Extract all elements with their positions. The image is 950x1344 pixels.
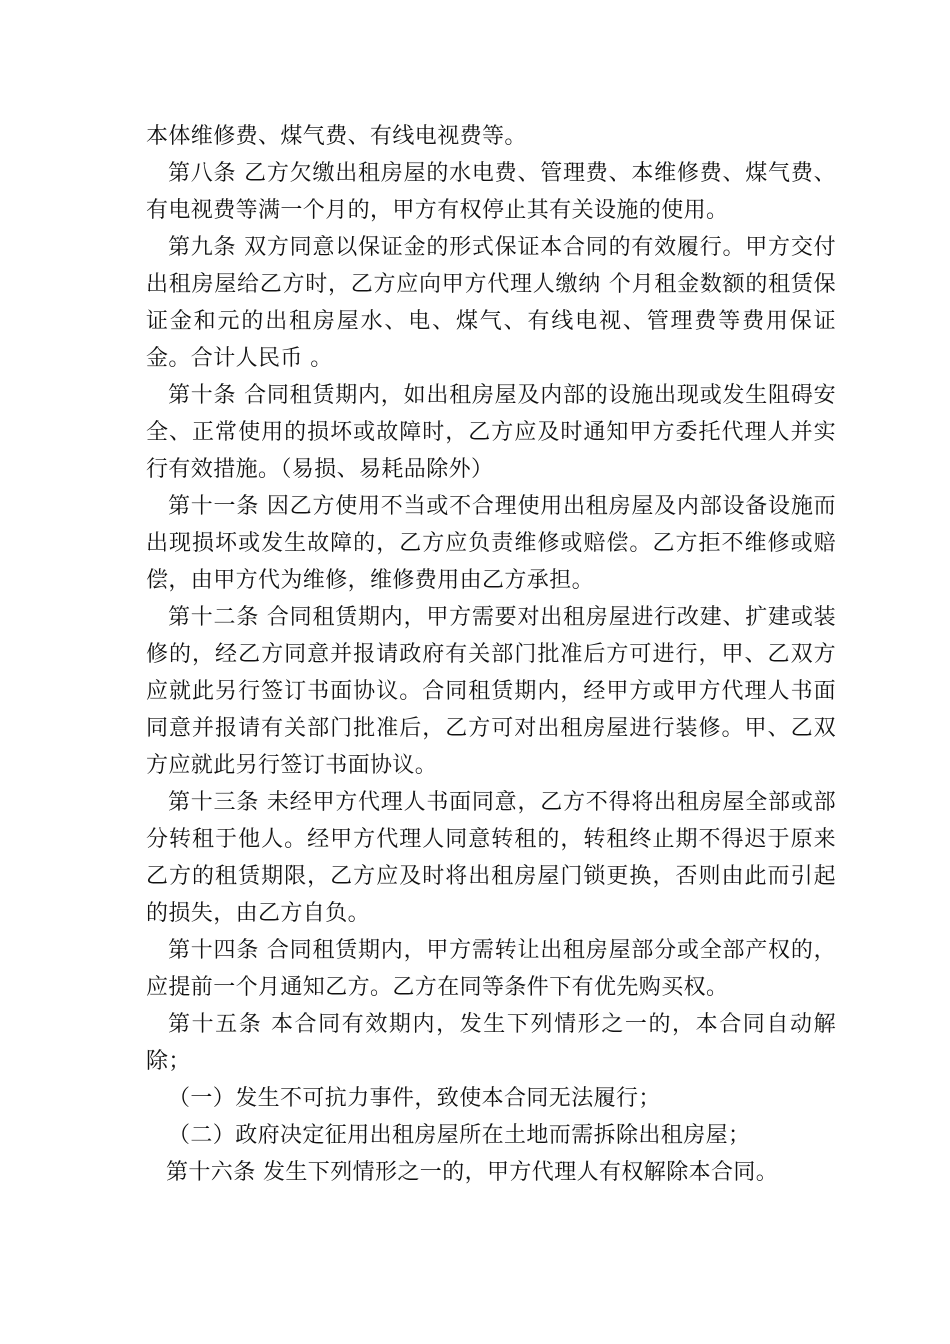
clause-8: 第八条 乙方欠缴出租房屋的水电费、管理费、本维修费、煤气费、有电视费等满一个月的，甲方有权停止其有关设施的使用。 [146,161,836,223]
clause-15: 第十五条 本合同有效期内，发生下列情形之一的，本合同自动解除； [146,1012,836,1074]
clause-10: 第十条 合同租赁期内，如出租房屋及内部的设施出现或发生阻碍安全、正常使用的损坏或故障时，乙方应及时通知甲方委托代理人并实行有效措施。（易损、易耗品除外） [146,383,836,482]
clause-11: 第十一条 因乙方使用不当或不合理使用出租房屋及内部设备设施而出现损坏或发生故障的，乙方应负责维修或赔偿。乙方拒不维修或赔偿，由甲方代为维修，维修费用由乙方承担。 [146,494,836,593]
clause-16: 第十六条 发生下列情形之一的，甲方代理人有权解除本合同。 [166,1160,779,1185]
clause-13: 第十三条 未经甲方代理人书面同意，乙方不得将出租房屋全部或部分转租于他人。经甲方代理人同意转租的，转租终止期不得迟于原来乙方的租赁期限，乙方应及时将出租房屋门锁更换，否则由此而引起的损失，由乙方自负。 [146,790,836,926]
clause-14: 第十四条 合同租赁期内，甲方需转让出租房屋部分或全部产权的，应提前一个月通知乙方。乙方在同等条件下有优先购买权。 [146,938,836,1000]
clause-9: 第九条 双方同意以保证金的形式保证本合同的有效履行。甲方交付出租房屋给乙方时，乙方应向甲方代理人缴纳 个月租金数额的租赁保证金和元的出租房屋水、电、煤气、有线电视、管理费等费用保证金。合计人民币 。 [146,235,836,371]
paragraph-continuation: 本体维修费、煤气费、有线电视费等。 [146,124,527,149]
clause-15-item-2: （二）政府决定征用出租房屋所在土地而需拆除出租房屋； [168,1123,751,1148]
document-page [146,118,836,1191]
clause-12: 第十二条 合同租赁期内，甲方需要对出租房屋进行改建、扩建或装修的，经乙方同意并报请政府有关部门批准后方可进行，甲、乙双方应就此另行签订书面协议。合同租赁期内，经甲方或甲方代理人书面同意并报请有关部门批准后，乙方可对出租房屋进行装修。甲、乙双方应就此另行签订书面协议。 [146,605,836,778]
clause-15-item-1: （一）发生不可抗力事件，致使本合同无法履行； [168,1086,661,1111]
